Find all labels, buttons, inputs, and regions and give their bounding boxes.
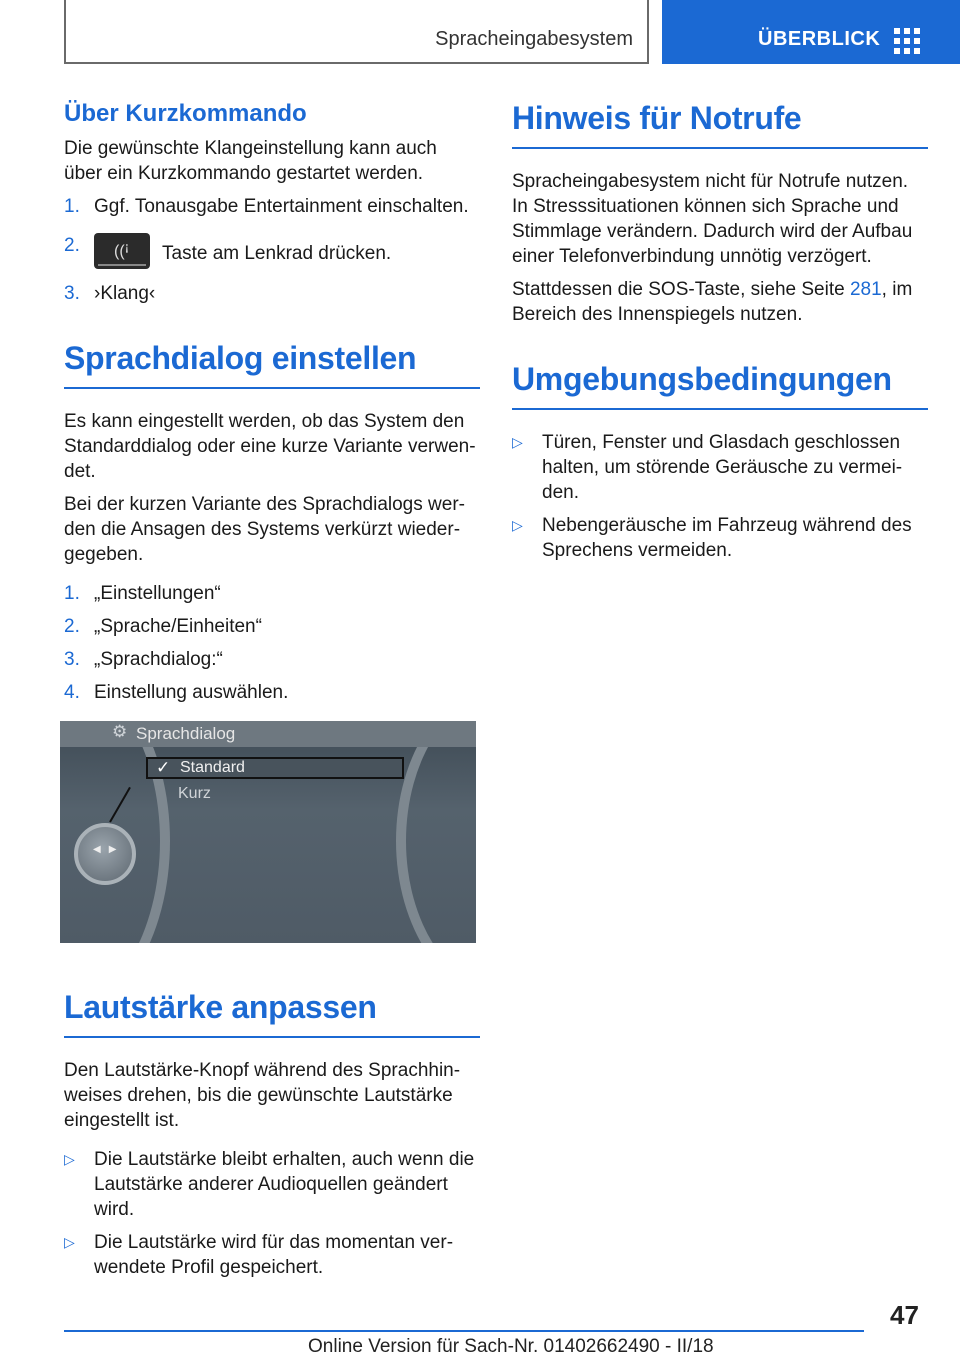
sprachdialog-steps	[64, 581, 480, 705]
left-column	[64, 100, 480, 1288]
page-link[interactable]: 281	[849, 279, 882, 300]
sprachdialog-heading: Sprachdialog einstellen	[64, 340, 480, 389]
footer-text: Online Version für Sach-Nr. 01402662490 - II/18	[308, 1336, 714, 1357]
list-item: 1. „Einstellungen“	[64, 583, 221, 604]
list-item: 1. Ggf. Tonausgabe Entertainment einschalten.	[64, 196, 469, 217]
triangle-bullet-icon: ▷	[512, 434, 523, 450]
list-item: ▷ Die Lautstärke wird für das momentan ver-wendete Profil gespeichert.	[64, 1232, 454, 1278]
screen-title: Sprachdialog	[136, 724, 236, 743]
check-icon: ✓	[156, 758, 171, 777]
umgebung-bullets	[512, 430, 928, 563]
list-item: 4. Einstellung auswählen.	[64, 682, 289, 703]
kurzkommando-intro: Die gewünschte Klangeinstellung kann auch über ein Kurzkommando gestartet werden.	[64, 138, 437, 184]
voice-button-icon: ((ꜟ	[94, 233, 150, 269]
notrufe-p2: Stattdessen die SOS-Taste, siehe Seite 281, im Bereich des Innenspiegels nutzen.	[512, 279, 913, 325]
list-item: ▷ Nebengeräusche im Fahrzeug während des Sprechens vermeiden.	[512, 515, 912, 561]
kurzkommando-steps	[64, 194, 480, 306]
gear-icon: ⚙	[112, 722, 128, 741]
header-title-box	[64, 0, 649, 64]
kurzkommando-heading: Über Kurzkommando	[64, 100, 307, 127]
list-item: ▷ Die Lautstärke bleibt erhalten, auch wenn die Lautstärke anderer Audioquellen geändert wird.	[64, 1149, 475, 1220]
list-item: 3. ›Klang‹	[64, 283, 156, 304]
screen-option-standard: ✓ Standard	[146, 757, 404, 779]
notrufe-p1: Spracheingabesystem nicht für Notrufe nutzen. In Stresssituationen können sich Sprache und Stimmlage verändern. Dadurch wird der Aufbau einer Telefonverbindung unnötig verzögert.	[512, 171, 913, 267]
grid-icon[interactable]	[894, 28, 920, 54]
list-item: 2. „Sprache/Einheiten“	[64, 616, 262, 637]
header-title: Spracheingabesystem	[435, 28, 633, 50]
triangle-bullet-icon: ▷	[512, 517, 523, 533]
screen-option-kurz: Kurz	[178, 785, 211, 802]
screen-title-bar	[60, 721, 476, 747]
sprachdialog-p2: Bei der kurzen Variante des Sprachdialogs wer-den die Ansagen des Systems verkürzt wieder-gegeben.	[64, 494, 465, 565]
section-label: ÜBERBLICK	[758, 28, 881, 50]
controller-knob-icon: ◀▶	[74, 823, 136, 885]
sprachdialog-screenshot	[60, 721, 476, 943]
right-column	[512, 100, 928, 571]
header-section-tab[interactable]	[662, 0, 960, 64]
triangle-bullet-icon: ▷	[64, 1151, 75, 1167]
lautstaerke-bullets	[64, 1147, 480, 1280]
list-item: 3. „Sprachdialog:“	[64, 649, 223, 670]
list-item: 2. ((ꜟ Taste am Lenkrad drücken.	[64, 233, 480, 269]
lautstaerke-heading: Lautstärke anpassen	[64, 989, 480, 1038]
screen-right-arc	[396, 721, 476, 943]
notrufe-heading: Hinweis für Notrufe	[512, 100, 928, 149]
list-item: ▷ Türen, Fenster und Glasdach geschlossen halten, um störende Geräusche zu vermei-den.	[512, 432, 903, 503]
lautstaerke-p1: Den Lautstärke-Knopf während des Sprachhin-weises drehen, bis die gewünschte Lautstärke eingestellt ist.	[64, 1060, 461, 1131]
triangle-bullet-icon: ▷	[64, 1234, 75, 1250]
footer-rule	[64, 1330, 864, 1332]
page-number: 47	[890, 1300, 919, 1330]
sprachdialog-p1: Es kann eingestellt werden, ob das System den Standarddialog oder eine kurze Variante verwen-det.	[64, 411, 476, 482]
umgebung-heading: Umgebungsbedingungen	[512, 361, 928, 410]
